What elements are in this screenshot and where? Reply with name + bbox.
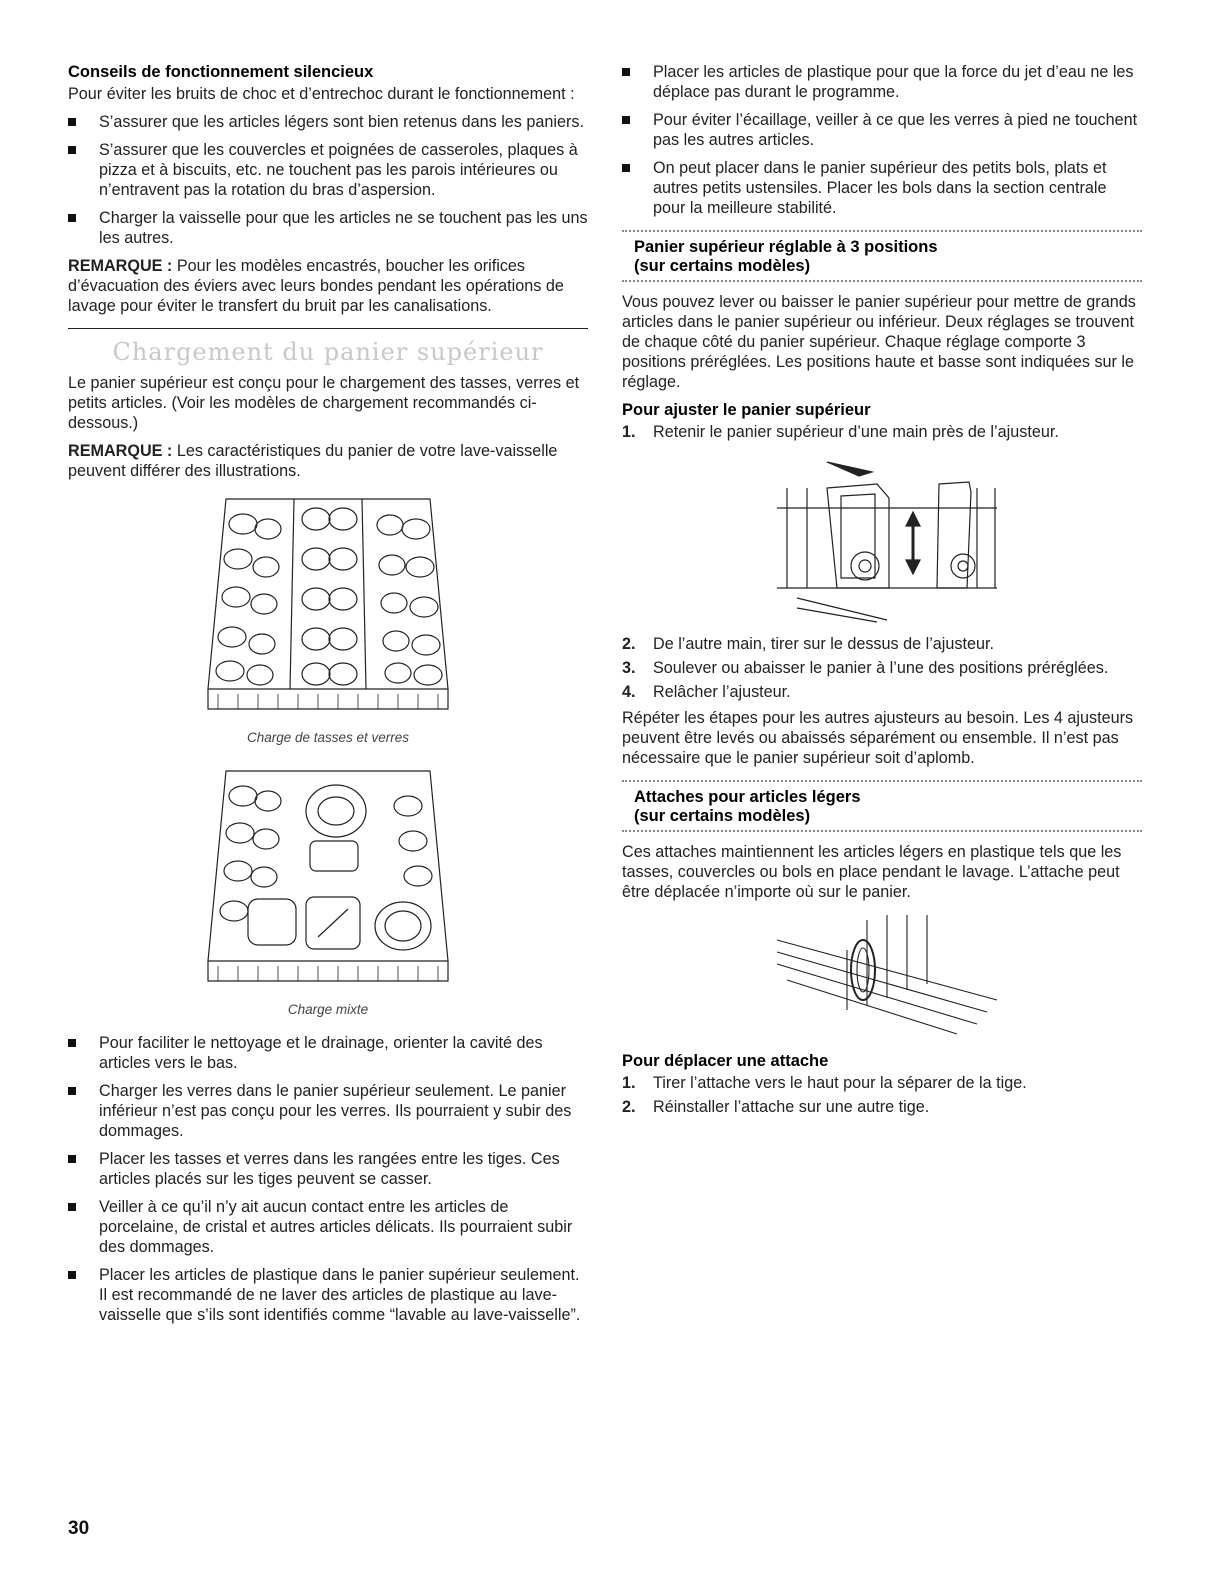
- bullet-square-icon: [68, 1087, 76, 1095]
- list-item: 3. Soulever ou abaisser le panier à l’une des positions préréglées.: [622, 659, 1109, 677]
- quiet-operation-bullets: [68, 112, 588, 248]
- upper-rack-intro: Le panier supérieur est conçu pour le chargement des tasses, verres et petits articles. (Voir les modèles de chargement recommandés ci-dessous.): [68, 374, 580, 432]
- list-item: On peut placer dans le panier supérieur des petits bols, plats et autres petits ustensiles. Placer les bols dans la section centrale pour la meilleure stabilité.: [622, 158, 1142, 218]
- note-rack-features: REMARQUE : Les caractéristiques du panier de votre lave-vaisselle peuvent différer des illustrations.: [68, 442, 558, 480]
- cups-glasses-load-figure: [68, 489, 588, 724]
- bullet-square-icon: [68, 146, 76, 154]
- bullet-square-icon: [68, 1039, 76, 1047]
- bullet-square-icon: [68, 118, 76, 126]
- right-column: [622, 62, 1142, 1123]
- list-item: Placer les tasses et verres dans les rangées entre les tiges. Ces articles placés sur les tiges peuvent se casser.: [68, 1149, 588, 1189]
- list-item: Pour faciliter le nettoyage et le drainage, orienter la cavité des articles vers le bas.: [68, 1033, 588, 1073]
- list-item: 1. Tirer l’attache vers le haut pour la séparer de la tige.: [622, 1074, 1027, 1092]
- page-number: 30: [68, 1518, 90, 1539]
- list-item: Placer les articles de plastique dans le panier supérieur seulement. Il est recommandé de ne laver des articles de plastique au lave-vaisselle que s’ils sont identifiés comme “lavable au lave-vaisselle”.: [68, 1265, 588, 1325]
- list-item: 1. Retenir le panier supérieur d’une main près de l’ajusteur.: [622, 423, 1059, 441]
- note-built-in-models: REMARQUE : Pour les modèles encastrés, boucher les orifices d’évacuation des éviers avec leurs bondes pendant les opérations de lavage pour éviter le transfert du bruit par les canalisations.: [68, 257, 564, 315]
- rack-adjuster-illustration: [757, 448, 1007, 623]
- list-item: Charger la vaisselle pour que les articles ne se touchent pas les uns les autres.: [68, 208, 588, 248]
- list-item: Charger les verres dans le panier supérieur seulement. Le panier inférieur n’est pas conçu pour les verres. Ils pourraient y subir des dommages.: [68, 1081, 588, 1141]
- bullet-square-icon: [622, 164, 630, 172]
- move-clip-steps: [622, 1073, 1142, 1117]
- clip-figure: [622, 910, 1142, 1045]
- bullet-square-icon: [68, 1271, 76, 1279]
- rack-adjuster-figure: [622, 448, 1142, 628]
- adjust-steps-continued: [622, 634, 1142, 702]
- dotted-rule: [622, 830, 1142, 832]
- list-item: Veiller à ce qu’il n’y ait aucun contact entre les articles de porcelaine, de cristal et autres articles délicats. Ils pourraient subir des dommages.: [68, 1197, 588, 1257]
- clips-intro: Ces attaches maintiennent les articles légers en plastique tels que les tasses, couvercles ou bols en place pendant le lavage. L’attache peut être déplacée n’importe où sur le panier.: [622, 843, 1122, 901]
- list-item: Pour éviter l’écaillage, veiller à ce que les verres à pied ne touchent pas les autres articles.: [622, 110, 1142, 150]
- list-item: 4. Relâcher l’ajusteur.: [622, 683, 791, 701]
- dotted-rule: [622, 280, 1142, 282]
- rack-cups-illustration: [198, 489, 458, 719]
- adjustable-rack-heading: Panier supérieur réglable à 3 positions (sur certains modèles): [622, 230, 1142, 282]
- adjust-step-1: [622, 422, 1142, 442]
- loading-tips-bullets: [68, 1033, 588, 1325]
- left-column: [68, 62, 588, 1333]
- mixed-load-figure: [68, 761, 588, 996]
- list-item: 2. De l’autre main, tirer sur le dessus de l’ajusteur.: [622, 635, 994, 653]
- quiet-operation-intro: Pour éviter les bruits de choc et d’entrechoc durant le fonctionnement :: [68, 85, 575, 103]
- list-item: S’assurer que les articles légers sont bien retenus dans les paniers.: [68, 112, 588, 132]
- adjust-rack-subheading: Pour ajuster le panier supérieur: [622, 401, 871, 419]
- list-item: Placer les articles de plastique pour que la force du jet d’eau ne les déplace pas durant le programme.: [622, 62, 1142, 102]
- adjust-repeat-note: Répéter les étapes pour les autres ajusteurs au besoin. Les 4 ajusteurs peuvent être levés ou abaissés séparément ou ensemble. Il n’est pas nécessaire que le panier supérieur soit d’aplomb.: [622, 709, 1134, 767]
- list-item: S’assurer que les couvercles et poignées de casseroles, plaques à pizza et à biscuits, etc. ne touchent pas les parois intérieures ou n’entravent pas la rotation du bras d’aspersion.: [68, 140, 588, 200]
- adjustable-rack-intro: Vous pouvez lever ou baisser le panier supérieur pour mettre de grands articles dans le panier supérieur ou inférieur. Deux réglages se trouvent de chaque côté du panier supérieur. Chaque réglage comporte 3 positions préréglées. Les positions haute et basse sont indiquées sur le réglage.: [622, 293, 1136, 391]
- bullet-square-icon: [622, 116, 630, 124]
- section-title: Chargement du panier supérieur: [112, 338, 544, 366]
- light-item-clips-heading: Attaches pour articles légers (sur certains modèles): [622, 780, 1142, 832]
- bullet-square-icon: [68, 1155, 76, 1163]
- list-item: 2. Réinstaller l’attache sur une autre tige.: [622, 1098, 930, 1116]
- bullet-square-icon: [622, 68, 630, 76]
- plastic-tips-bullets: [622, 62, 1142, 218]
- rack-mixed-illustration: [198, 761, 458, 991]
- move-clip-subheading: Pour déplacer une attache: [622, 1052, 829, 1070]
- quiet-operation-heading: Conseils de fonctionnement silencieux: [68, 63, 374, 81]
- figure-caption-mixed: Charge mixte: [287, 1002, 369, 1017]
- bullet-square-icon: [68, 214, 76, 222]
- bullet-square-icon: [68, 1203, 76, 1211]
- figure-caption-cups: Charge de tasses et verres: [246, 730, 410, 745]
- section-divider: [68, 328, 588, 329]
- clip-illustration: [757, 910, 1007, 1040]
